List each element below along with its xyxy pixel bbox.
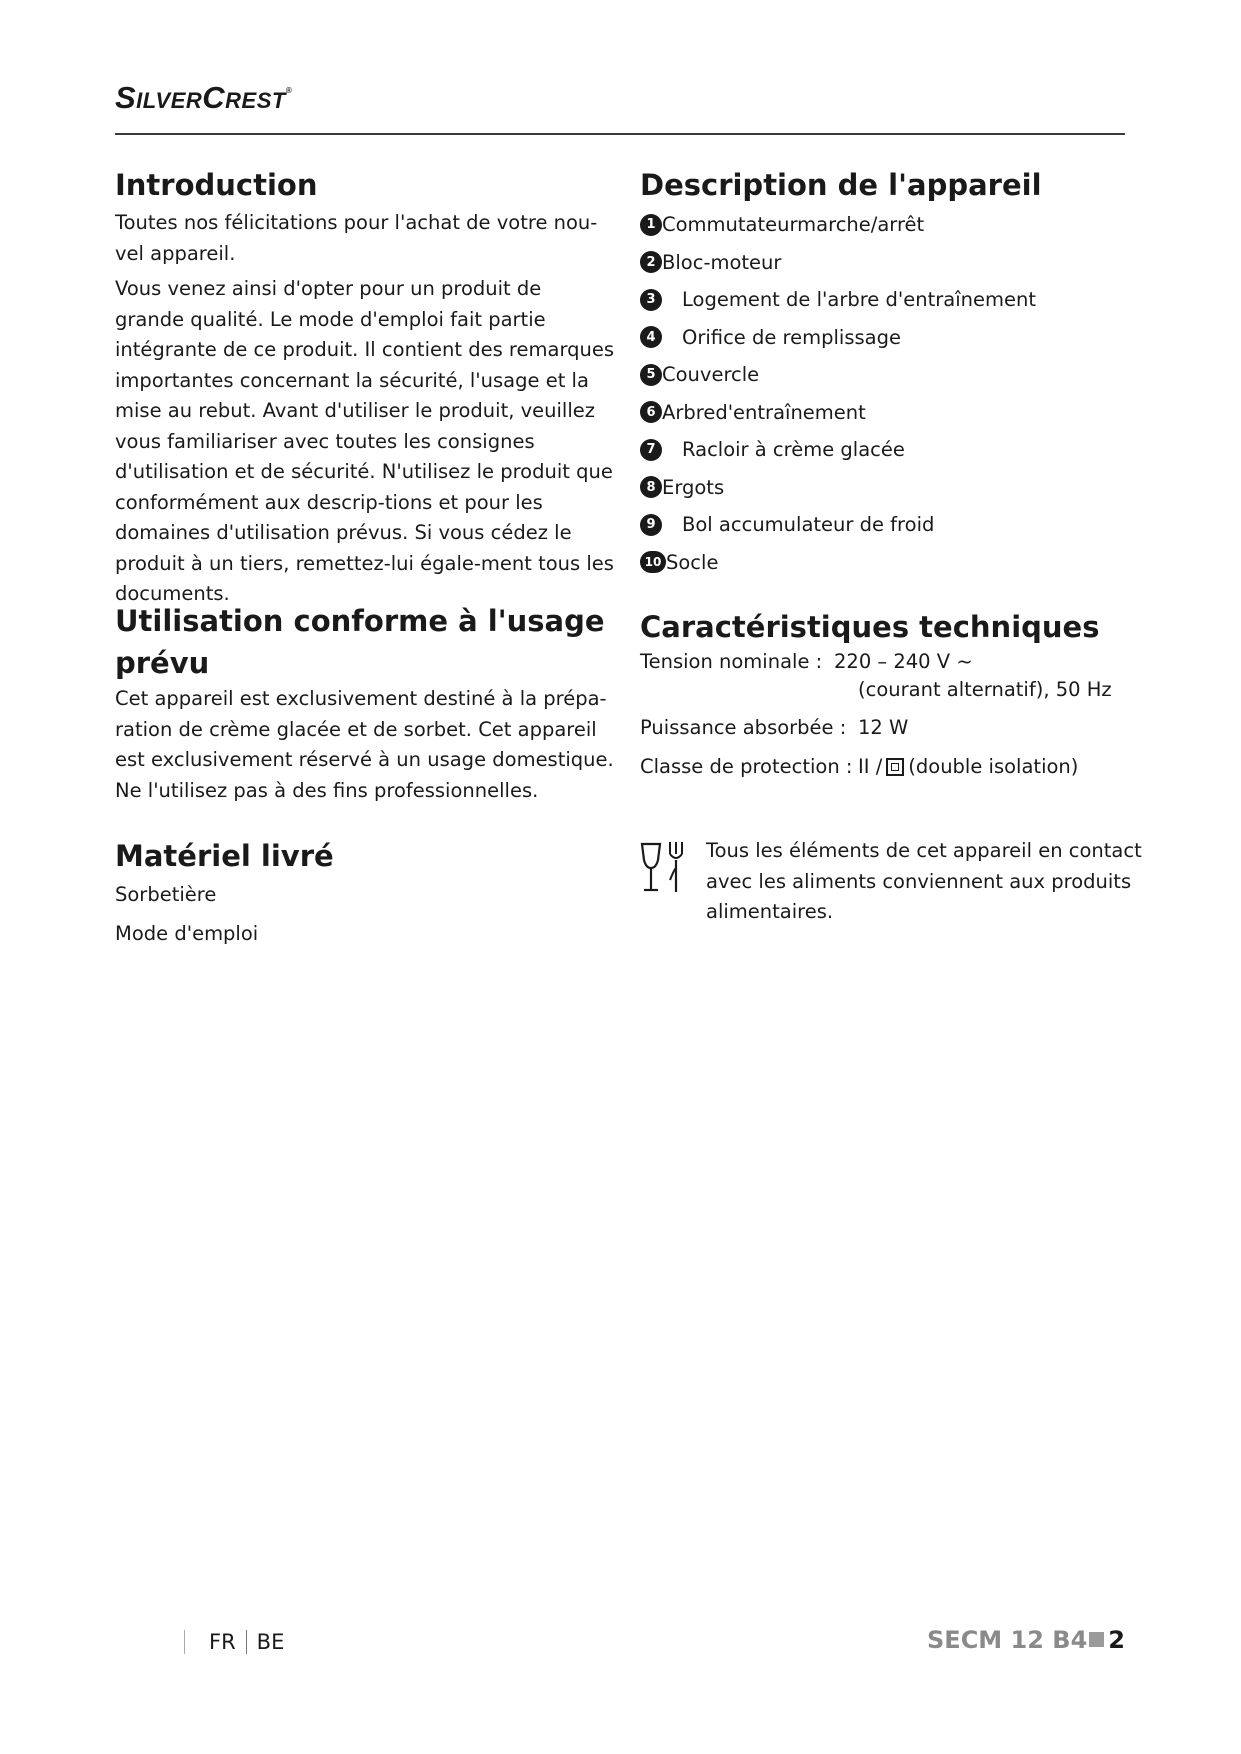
number-badge-icon: 8 [640, 476, 662, 498]
part-item [640, 469, 1140, 507]
part-item [640, 394, 1140, 432]
part-item [640, 544, 1140, 582]
brand-logo-text: SilverCrest [115, 80, 286, 115]
spec-label: Puissance absorbée : [640, 716, 847, 739]
footer-language [184, 1630, 284, 1654]
food-safe-icon [640, 840, 688, 896]
spec-value: 220 – 240 V ~ [834, 650, 973, 673]
description-heading: Description de l'appareil [640, 168, 1042, 202]
materiel-section [115, 835, 615, 949]
number-badge-icon: 10 [640, 551, 666, 573]
number-badge-icon: 1 [640, 214, 662, 236]
parts-list [640, 206, 1140, 581]
number-badge-icon: 7 [640, 439, 662, 461]
part-label: Arbred'entraînement [662, 400, 866, 424]
part-label: Bloc-moteur [662, 250, 782, 274]
part-label: Commutateurmarche/arrêt [662, 213, 925, 237]
number-badge-icon: 6 [640, 401, 662, 423]
spec-label: Tension nominale : [640, 650, 823, 673]
usage-paragraph: Cet appareil est exclusivement destiné à la prépa-ration de crème glacée et de sorbet. Cet appareil est exclusivement réservé à un usage domestique. Ne l'utilisez pas à des fins professionnelles. [115, 687, 614, 802]
double-insulation-icon [886, 758, 904, 776]
part-item [640, 319, 1140, 357]
intro-paragraph-2: Vous venez ainsi d'opter pour un produit de grande qualité. Le mode d'emploi fait partie intégrante de ce produit. Il contient des remarques importantes concernant la sécurité, l'usage et la mise au rebut. Avant d'utiliser le produit, veuillez vous familiariser avec toutes les consignes d'utilisation et de sécurité. N'utilisez le produit que conformément aux descrip-tions et pour les domaines d'utilisation prévus. Si vous cédez le produit à un tiers, remettez-lui égale-ment tous les documents. [115, 277, 615, 605]
usage-heading: Utilisation conforme à l'usage prévu [115, 604, 605, 680]
registered-mark: ® [285, 86, 293, 95]
materiel-item: Sorbetière [115, 883, 217, 906]
header-rule [115, 133, 1125, 135]
specs-table [640, 648, 1140, 781]
spec-row-puissance [640, 714, 1140, 742]
spec-row-classe [640, 753, 1140, 781]
part-item [640, 244, 1140, 282]
footer-divider [184, 1630, 185, 1654]
brand-logo [115, 80, 292, 116]
specs-section [640, 606, 1140, 781]
specs-heading: Caractéristiques techniques [640, 610, 1100, 644]
footer-page-info [927, 1626, 1125, 1654]
intro-heading: Introduction [115, 168, 318, 202]
part-item [640, 506, 1140, 544]
usage-section [115, 600, 615, 806]
materiel-item: Mode d'emploi [115, 921, 259, 945]
part-label: Orifice de remplissage [682, 325, 901, 349]
part-label: Logement de l'arbre d'entraînement [682, 288, 1036, 312]
spec-value-part: (double isolation) [908, 755, 1079, 778]
part-label: Bol accumulateur de froid [682, 513, 935, 537]
spec-value: 12 W [858, 716, 909, 739]
spec-value: (courant alternatif), 50 Hz [858, 678, 1112, 701]
spec-row-tension [640, 648, 1140, 676]
footer-lang-fr: FR [209, 1630, 236, 1654]
footer-lang-be: BE [256, 1630, 285, 1654]
part-item [640, 281, 1140, 319]
page-number: 2 [1108, 1626, 1125, 1654]
part-label: Ergots [662, 475, 725, 499]
part-item [640, 356, 1140, 394]
number-badge-icon: 5 [640, 364, 662, 386]
part-item [640, 431, 1140, 469]
spec-label: Classe de protection : [640, 755, 853, 778]
part-item [640, 206, 1140, 244]
number-badge-icon: 4 [640, 326, 662, 348]
food-contact-text: Tous les éléments de cet appareil en contact avec les aliments conviennent aux produits alimentaires. [706, 839, 1142, 923]
footer-model: SECM 12 B4 [927, 1626, 1088, 1654]
spec-value-part: II / [858, 755, 883, 778]
footer-divider [246, 1630, 247, 1654]
description-section [640, 164, 1140, 581]
intro-section [115, 164, 615, 610]
intro-paragraph-1: Toutes nos félicitations pour l'achat de votre nou-vel appareil. [115, 211, 598, 265]
number-badge-icon: 3 [640, 289, 662, 311]
part-label: Socle [666, 550, 719, 574]
spec-value [858, 753, 1078, 781]
spec-row-tension-2 [640, 676, 1140, 704]
number-badge-icon: 2 [640, 251, 662, 273]
part-label: Racloir à crème glacée [682, 438, 905, 462]
part-label: Couvercle [662, 363, 760, 387]
materiel-heading: Matériel livré [115, 839, 334, 873]
square-icon [1089, 1632, 1104, 1647]
number-badge-icon: 9 [640, 514, 662, 536]
